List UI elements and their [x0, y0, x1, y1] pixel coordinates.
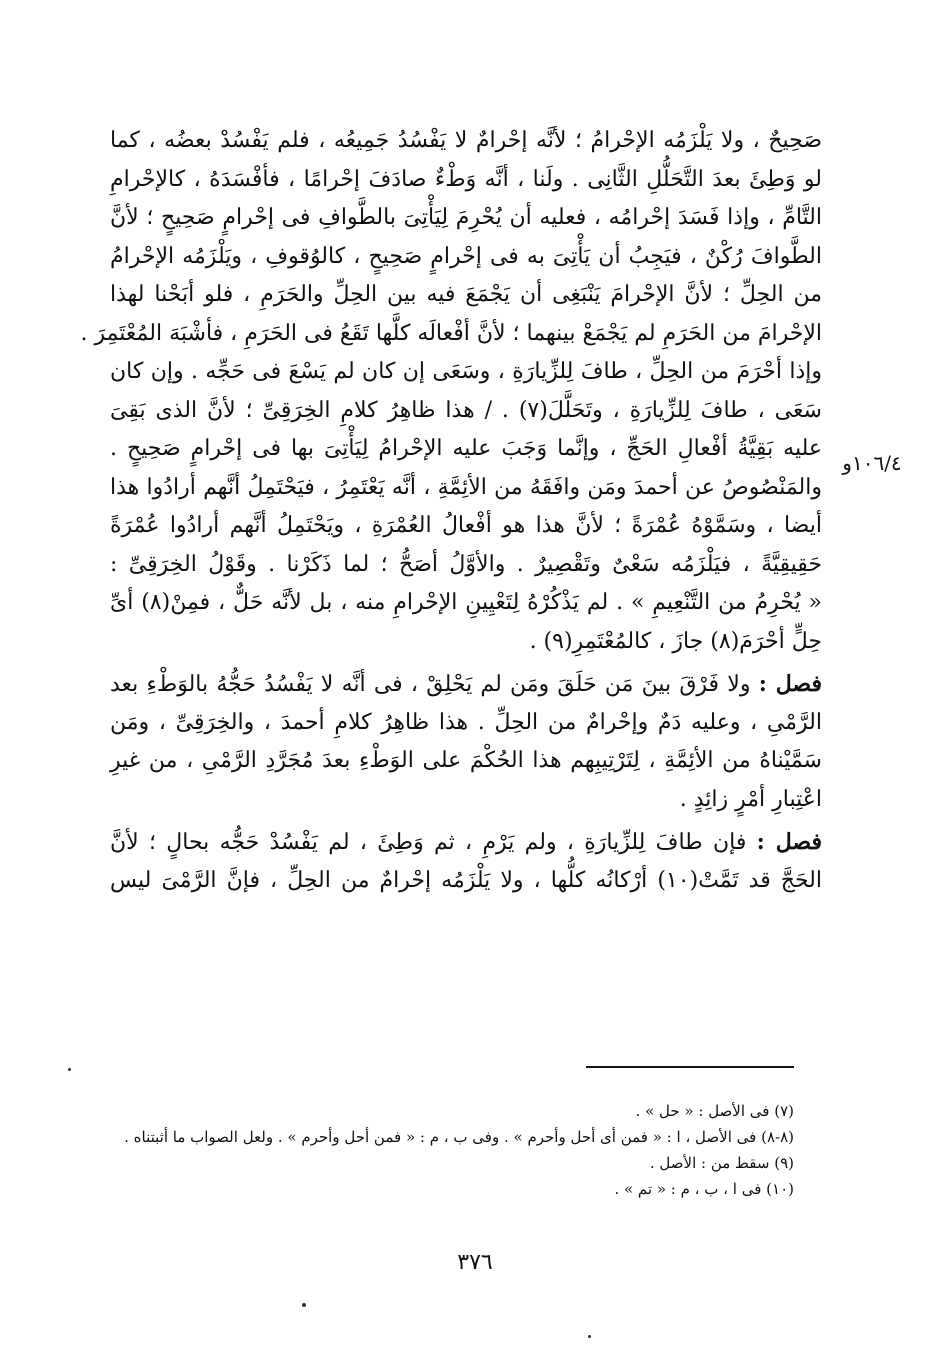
scan-speck	[68, 1068, 71, 1071]
fasl-paragraph-first-line	[110, 665, 822, 704]
text-line: من الحِلِّ ؛ لأنَّ الإحْرامَ يَنْبَغِى أن يَجْمَعَ فيه بين الحِلِّ والحَرَمِ ، فلو أبَحْنا لهذا	[110, 282, 822, 307]
fasl-paragraph-first-line	[110, 823, 822, 862]
fasl-label: فصل :	[756, 829, 822, 855]
main-text	[80, 122, 823, 900]
footnote-separator	[586, 1066, 794, 1068]
text-line: صَحِيحٌ ، ولا يَلْزَمُه الإحْرامُ ؛ لأنَّه إحْرامٌ لا يَفْسُدُ جَمِيعُه ، فلم يَفْسُدْ بعضُه ، كما	[110, 128, 822, 153]
text-line: سَمَّيْناهُ من الأئِمَّةِ ، لِتَرْتِيبِهم هذا الحُكْمَ على الوَطْءِ بعدَ مُجَرَّدِ الرَّمْىِ ، من غيرِ	[110, 748, 822, 773]
text-line: لو وَطِئَ بعدَ التَّحَلُّلِ الثَّانِى . ولَنا ، أنَّه وَطْءٌ صادَفَ إحْرامًا ، فأفْسَدَهُ ، كالإحْرامِ	[110, 166, 822, 192]
text-line: سَعَى ، طافَ لِلزِّيارَةِ ، وتَحَلَّلَ(٧) . / هذا ظاهِرُ كلامِ الخِرَقِىِّ ؛ لأنَّ الذى بَقِىَ	[110, 397, 822, 423]
text-line: حِلٍّ أحْرَمَ(٨) جازَ ، كالمُعْتَمِرِ(٩) .	[529, 628, 822, 654]
scan-speck	[302, 1303, 306, 1307]
text-line: الطَّوافَ رُكْنٌ ، فيَجِبُ أن يَأْتِىَ به فى إحْرامٍ صَحِيحٍ ، كالوُقوفِ ، ويَلْزَمُه الإحْرامُ	[110, 243, 822, 269]
footnotes	[124, 1098, 794, 1202]
fasl-text: ولا فَرْقَ بينَ مَن حَلَقَ ومَن لم يَحْلِقْ ، فى أنَّه لا يَفْسُدُ حَجُّهُ بالوَطْءِ بعد	[110, 672, 751, 697]
margin-reference: ١٠٦/٤و	[842, 451, 902, 475]
scan-speck	[588, 1335, 591, 1338]
text-line: الحَجَّ قد تَمَّتْ(١٠) أرْكانُه كلُّها ، ولا يَلْزَمُه إحْرامٌ من الحِلِّ ، فإنَّ الرَّمْىَ ليس	[110, 867, 823, 893]
text-line: أيضا ، وسَمَّوْهُ عُمْرَةً ؛ لأنَّ هذا هو أفْعالُ العُمْرَةِ ، ويَحْتَمِلُ أنَّهم أرادُوا عُمْرَةً	[110, 513, 822, 538]
text-line: وإذا أحْرَمَ من الحِلِّ ، طافَ لِلزِّيارَةِ ، وسَعَى إن كان لم يَسْعَ فى حَجِّه . وإن كان	[110, 359, 822, 384]
text-line: « يُحْرِمُ من التَّنْعِيمِ » . لم يَذْكُرْهُ لِتَعْيِينِ الإحْرامِ منه ، بل لأنَّه حَلٌّ ، فمِنْ(٨) أىِّ	[110, 590, 822, 615]
text-line: التَّامِّ ، وإذا فَسَدَ إحْرامُه ، فعليه أن يُحْرِمَ لِيَأْتِىَ بالطَّوافِ فى إحْرامٍ صَحِيحٍ ؛ لأنَّ	[110, 205, 822, 230]
text-line: الرَّمْىِ ، وعليه دَمٌ وإحْرامٌ من الحِلِّ . هذا ظاهِرُ كلامِ أحمدَ ، والخِرَقِىِّ ، ومَن	[110, 709, 822, 735]
text-line: والمَنْصُوصُ عن أحمدَ ومَن وافَقَهُ من الأئِمَّةِ ، أنَّه يَعْتَمِرُ ، فيَحْتَمِلُ أنَّهم أرادُوا هذا	[110, 474, 822, 500]
text-line: اعْتِبارِ أمْرٍ زائِدٍ .	[679, 786, 822, 812]
footnote: (٨-٨) فى الأصل ، ا : « فمن أى أحل وأحرم » . وفى ب ، م : « فمن أحل وأحرم » . ولعل الصواب ما أثبتناه .	[124, 1128, 794, 1146]
footnote: (١٠) فى ا ، ب ، م : « تم » .	[614, 1180, 794, 1198]
footnote: (٧) فى الأصل : « حل » .	[635, 1102, 794, 1120]
text-line: الإحْرامَ من الحَرَمِ لم يَجْمَعْ بينهما ؛ لأنَّ أفْعالَه كلَّها تَقَعُ فى الحَرَمِ ، فأشْبَهَ المُعْتَمِرَ .	[80, 320, 822, 346]
text-line: عليه بَقِيَّةُ أفْعالِ الحَجِّ ، وإنَّما وَجَبَ عليه الإحْرامُ لِيَأْتِىَ بها فى إحْرامٍ صَحِيحٍ .	[110, 436, 822, 461]
page-number: ٣٧٦	[457, 1250, 493, 1275]
text-line: حَقِيقِيَّةً ، فيَلْزَمُه سَعْىٌ وتَقْصِيرٌ . والأوَّلُ أصَحُّ ؛ لما ذَكَرْنا . وقَوْلُ الخِرَقِىِّ :	[110, 551, 822, 577]
fasl-text: فإن طافَ لِلزِّيارَةِ ، ولم يَرْمِ ، ثم وَطِئَ ، لم يَفْسُدْ حَجُّه بحالٍ ؛ لأنَّ	[110, 830, 747, 855]
fasl-label: فصل :	[758, 671, 822, 697]
footnote: (٩) سقط من : الأصل .	[649, 1154, 794, 1172]
